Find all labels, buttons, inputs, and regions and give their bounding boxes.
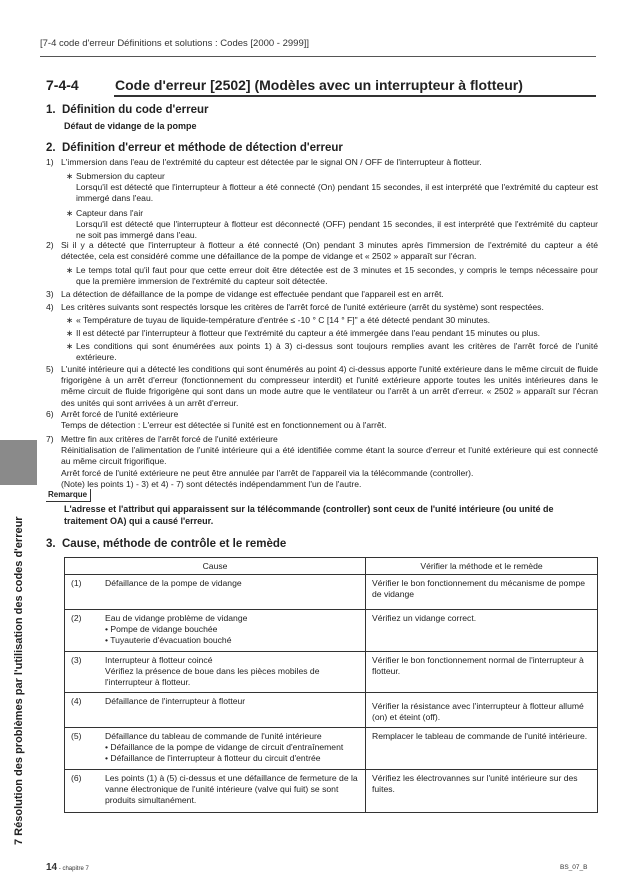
- asterisk-icon: ∗: [66, 328, 74, 338]
- note-capteur-air: [66, 208, 598, 242]
- cause-cell: [101, 575, 366, 610]
- item-number: 1): [46, 157, 54, 167]
- row-number: (6): [65, 770, 102, 813]
- cause-line: Défaillance de la pompe de vidange: [105, 578, 242, 588]
- cause-cell: [101, 610, 366, 652]
- item-note: (Note) les points 1) - 3) et 4) - 7) sont détectés indépendamment l'un de l'autre.: [61, 478, 362, 489]
- note-text: « Température de tuyau de liquide-température d'entrée ≤ -10 ° C [14 ° F]" a été détecté pendant 30 minutes.: [76, 315, 491, 325]
- item-title: Arrêt forcé de l'unité extérieure: [61, 409, 179, 419]
- item-detail: Arrêt forcé de l'unité extérieure ne peut être annulée par l'arrêt de l'appareil via la télécommande (controller).: [61, 467, 474, 478]
- remark-text: L'adresse et l'attribut qui apparaissent sur la télécommande (controller) sont ceux de l'unité intérieure (ou unité de traitement OA) qui a causé l'erreur.: [64, 504, 554, 526]
- row-number: (5): [65, 728, 102, 770]
- item-text: La détection de défaillance de la pompe de vidange est effectuée pendant que l'appareil est en arrêt.: [61, 289, 444, 299]
- part1-heading: [46, 104, 209, 116]
- table-row: [65, 610, 598, 652]
- chapter-ref: - chapitre 7: [57, 866, 89, 872]
- cause-line: Interrupteur à flotteur coincé: [105, 655, 213, 665]
- note-submersion: [66, 171, 598, 205]
- note-text: Lorsqu'il est détecté que l'interrupteur à flotteur est déconnecté (OFF) pendant 15 secondes, il est interprété que l'extrémité du capteur ne soit pas immergé dans l'eau.: [76, 219, 598, 241]
- section-number: 7-4-4: [46, 77, 79, 93]
- item-number: 6): [46, 409, 54, 419]
- asterisk-icon: ∗: [66, 208, 74, 218]
- remedy-cell: Vérifiez les électrovannes sur l'unité intérieure sur des fuites.: [366, 770, 598, 813]
- section-title: Code d'erreur [2502] (Modèles avec un interrupteur à flotteur): [115, 77, 523, 93]
- column-header-remedy: Vérifier la méthode et le remède: [366, 558, 598, 575]
- item-number: 3): [46, 289, 54, 299]
- part2-heading: [46, 142, 343, 154]
- remedy-cell: Vérifiez un vidange correct.: [366, 610, 598, 652]
- header-divider: [40, 56, 596, 57]
- chapter-side-label: 7 Résolution des problèmes par l'utilisation des codes d'erreur: [13, 516, 25, 845]
- table-row: [65, 652, 598, 693]
- running-header: [7-4 code d'erreur Définitions et solutions : Codes [2000 - 2999]]: [40, 38, 310, 49]
- part1-title: Définition du code d'erreur: [62, 104, 209, 116]
- column-header-cause: Cause: [65, 558, 366, 575]
- asterisk-icon: ∗: [66, 341, 74, 351]
- remedy-cell: Vérifier le bon fonctionnement du mécanisme de pompe de vidange: [366, 575, 598, 610]
- part3-heading: [46, 538, 286, 550]
- note-title: Submersion du capteur: [76, 171, 165, 181]
- row-number: (2): [65, 610, 102, 652]
- cause-line: Les points (1) à (5) ci-dessus et une défaillance de fermeture de la vanne électronique de l'unité intérieure (valve qui fuit) se sont produits simultanément.: [105, 773, 358, 805]
- item-text: L'unité intérieure qui a détecté les conditions qui sont énumérés au point 4) ci-dessus apporte l'unité extérieure dans le même circuit de fluide frigorigène à un arrêt d'erreur (fonctionnement du compresseur interdit) et l'unité extérieure apporte toutes les unités intérieures dans le même circuit de fluide frigorigène qui sont dans un mode autre que le ventilateur ou l'arrêt à un arrêt d'erreur. « 2502 » apparaît sur l'écran des unités qui sont arrivées à un arrêt d'erreur.: [61, 364, 598, 408]
- cause-remedy-table: [64, 557, 598, 813]
- asterisk-icon: ∗: [66, 315, 74, 325]
- part1-number: 1.: [46, 104, 56, 116]
- row-number: (4): [65, 693, 102, 728]
- item-number: 2): [46, 240, 54, 250]
- table-row: [65, 728, 598, 770]
- note-text: Il est détecté par l'interrupteur à flotteur que l'extrémité du capteur a été immergée dans l'eau pendant 15 minutes ou plus.: [76, 328, 541, 338]
- chapter-tab-marker: [0, 440, 37, 485]
- item-text: L'immersion dans l'eau de l'extrémité du capteur est détectée par le signal ON / OFF de l'interrupteur à flotteur.: [61, 157, 482, 167]
- item-number: 7): [46, 434, 54, 444]
- note-total-time: [66, 265, 598, 287]
- remedy-cell: Vérifier le bon fonctionnement normal de l'interrupteur à flotteur.: [366, 652, 598, 693]
- item-number: 4): [46, 302, 54, 312]
- item-text: Si il y a détecté que l'interrupteur à flotteur a été connecté (On) pendant 3 minutes après l'immersion de l'extrémité du capteur a été détectée, cela est considéré comme une défaillance de la pompe de vidange et « 2502 » apparaît sur l'écran.: [61, 240, 598, 262]
- cause-line: Vérifiez la présence de boue dans les pièces mobiles de l'interrupteur à flotteur.: [105, 666, 320, 687]
- item-text: Les critères suivants sont respectés lorsque les critères de l'arrêt forcé de l'unité extérieure (arrêt du système) sont respectées.: [61, 302, 544, 312]
- cause-cell: [101, 693, 366, 728]
- note-title: Capteur dans l'air: [76, 208, 144, 218]
- part2-title: Définition d'erreur et méthode de détection d'erreur: [62, 142, 343, 154]
- row-number: (3): [65, 652, 102, 693]
- section-title-underline: [114, 95, 596, 97]
- item-detail: Réinitialisation de l'alimentation de l'unité intérieure qui a été identifiée comme étant la source d'erreur et l'unité extérieure qui est connecté au même circuit frigorifique.: [61, 445, 598, 467]
- cause-line: Défaillance de l'interrupteur à flotteur: [105, 696, 246, 706]
- note-temperature: [66, 315, 598, 326]
- cause-bullet: • Défaillance de la pompe de vidange de circuit d'entraînement: [105, 742, 344, 752]
- part1-definition: Défaut de vidange de la pompe: [64, 121, 197, 131]
- table-row: [65, 693, 598, 728]
- cause-bullet: • Pompe de vidange bouchée: [105, 624, 218, 634]
- part3-title: Cause, méthode de contrôle et le remède: [62, 538, 287, 550]
- cause-cell: [101, 652, 366, 693]
- cause-cell: [101, 770, 366, 813]
- item-number: 5): [46, 364, 54, 374]
- cause-line: Défaillance du tableau de commande de l'unité intérieure: [105, 731, 322, 741]
- item-text: [61, 434, 598, 490]
- table-row: [65, 575, 598, 610]
- item-text: [61, 409, 598, 431]
- remark-label: Remarque: [46, 489, 91, 502]
- cause-bullet: • Tuyauterie d'évacuation bouché: [105, 635, 232, 645]
- note-text: Lorsqu'il est détecté que l'interrupteur à flotteur a été connecté (On) pendant 15 secondes, il est interprété que l'extrémité du capteur est immergé dans l'eau.: [76, 182, 598, 204]
- part2-number: 2.: [46, 142, 56, 154]
- asterisk-icon: ∗: [66, 265, 74, 275]
- page-number: 14: [46, 862, 58, 873]
- item-title: Mettre fin aux critères de l'arrêt forcé de l'unité extérieure: [61, 434, 278, 444]
- part3-number: 3.: [46, 538, 56, 550]
- note-immersion-15min: [66, 328, 598, 339]
- table-header-row: [65, 558, 598, 575]
- note-conditions: [66, 341, 598, 363]
- cause-bullet: • Défaillance de l'interrupteur à flotteur du circuit d'entrée: [105, 753, 321, 763]
- remedy-cell: Remplacer le tableau de commande de l'unité intérieure.: [366, 728, 598, 770]
- document-code: BS_07_B: [560, 864, 588, 871]
- table-row: [65, 770, 598, 813]
- item-detail: Temps de détection : L'erreur est détectée si l'unité est en fonctionnement ou à l'arrêt.: [61, 420, 387, 431]
- note-text: Les conditions qui sont énumérées aux points 1) à 3) ci-dessus sont toujours remplies avant les critères de l'arrêt forcé de l'unité extérieure.: [76, 341, 598, 363]
- row-number: (1): [65, 575, 102, 610]
- remedy-cell: Vérifier la résistance avec l'interrupteur à flotteur allumé (on) et éteint (off).: [366, 693, 598, 728]
- cause-line: Eau de vidange problème de vidange: [105, 613, 248, 623]
- page-footer-left: [46, 862, 89, 873]
- cause-cell: [101, 728, 366, 770]
- asterisk-icon: ∗: [66, 171, 74, 181]
- note-text: Le temps total qu'il faut pour que cette erreur doit être détectée est de 3 minutes et 15 secondes, y compris le temps nécessaire pour que la première immersion de l'extrémité du capteur soit détectée.: [76, 265, 598, 287]
